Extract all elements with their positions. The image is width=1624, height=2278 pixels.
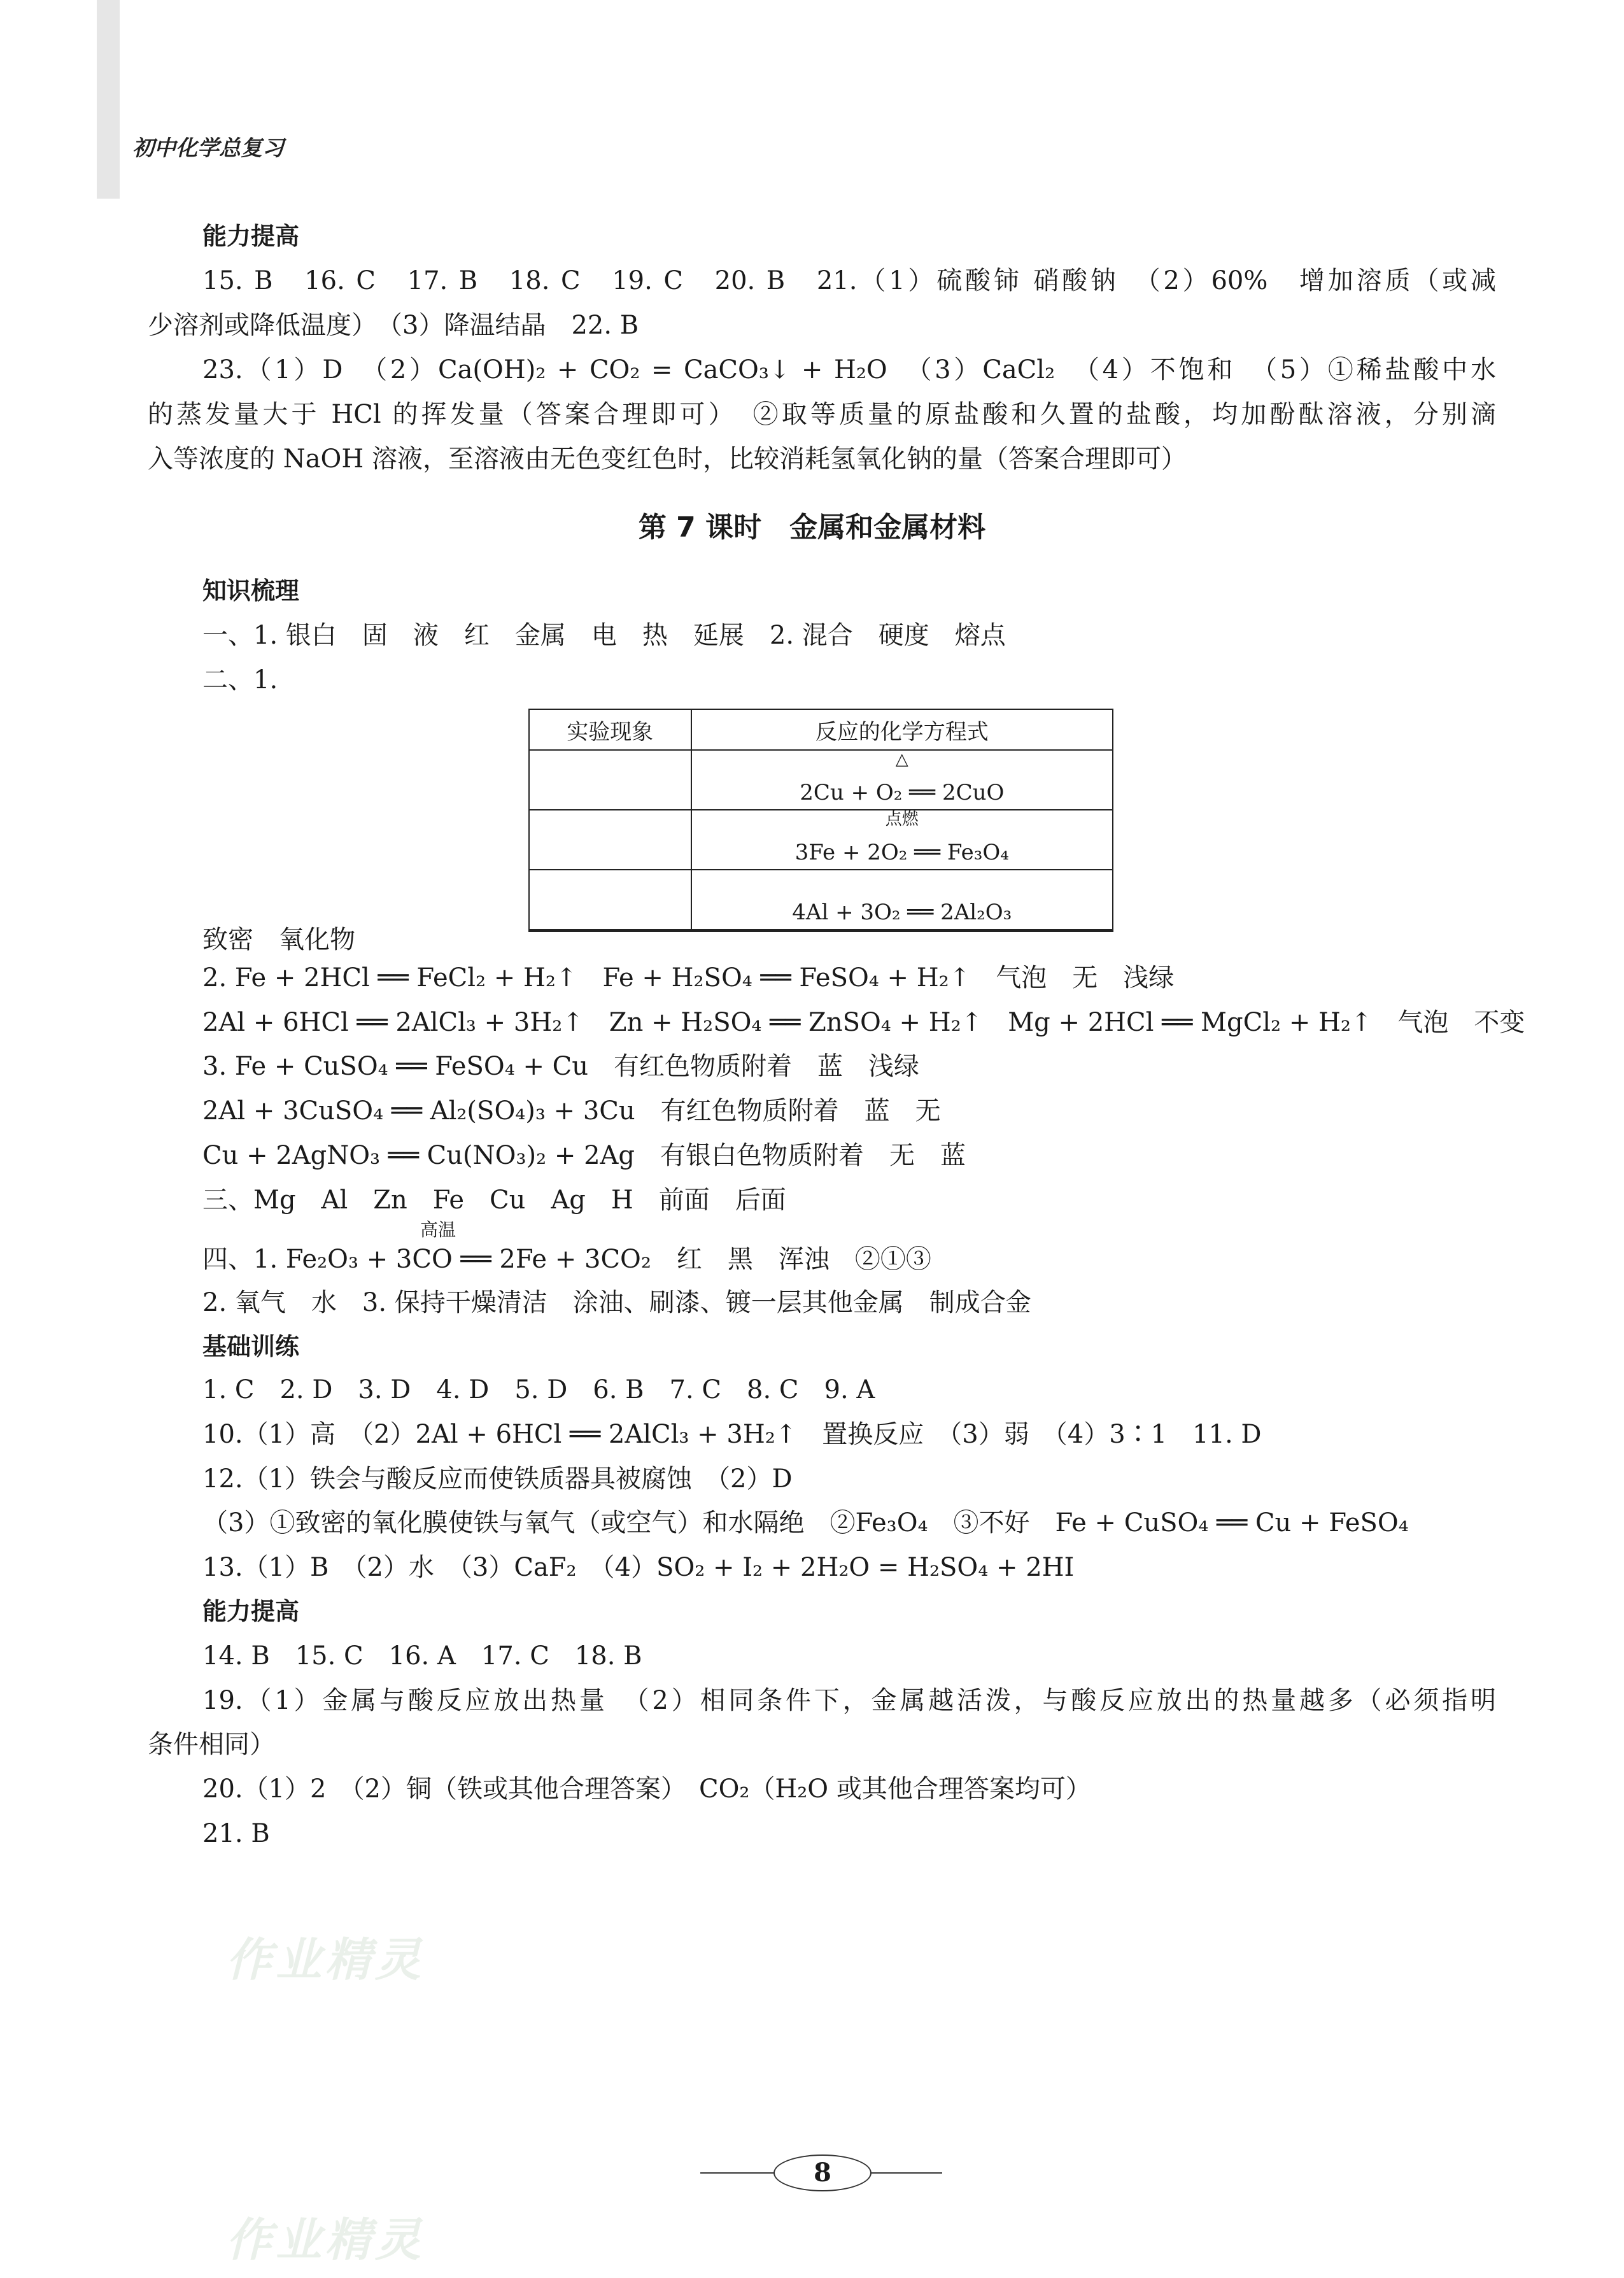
watermark: 作业精灵 [226, 1933, 425, 1986]
equation-cell [691, 750, 1113, 810]
table-row [529, 870, 1113, 931]
answer-line: 四、1. Fe₂O₃ + 3CO ══ 2Fe + 3CO₂ 红 黑 浑浊 ②①③ [202, 1245, 931, 1274]
answer-line: 2. 氧气 水 3. 保持干燥清洁 涂油、刷漆、镀一层其他金属 制成合金 [202, 1288, 1031, 1317]
answer-line: Cu + 2AgNO₃ ══ Cu(NO₃)₂ + 2Ag 有银白色物质附着 无 蓝 [202, 1141, 966, 1170]
watermark: 作业精灵 [226, 2213, 425, 2267]
phenomenon-cell [529, 810, 691, 870]
reaction-condition: △ [895, 750, 908, 769]
answer-line: 一、1. 银白 固 液 红 金属 电 热 延展 2. 混合 硬度 熔点 [202, 621, 1006, 650]
answer-line: 二、1. [202, 665, 278, 695]
answer-line: 入等浓度的 NaOH 溶液，至溶液由无色变红色时，比较消耗氢氧化钠的量（答案合理即可） [148, 444, 1187, 474]
lesson-title: 第 7 课时 金属和金属材料 [638, 511, 986, 544]
reaction-table [528, 709, 1113, 932]
answer-line: 1. C 2. D 3. D 4. D 5. D 6. B 7. C 8. C 9. A [202, 1375, 875, 1404]
answer-line: 2. Fe + 2HCl ══ FeCl₂ + H₂↑ Fe + H₂SO₄ ══ FeSO₄ + H₂↑ 气泡 无 浅绿 [202, 963, 1175, 993]
margin-bar [97, 0, 120, 199]
answer-line: 19.（1）金属与酸反应放出热量 （2）相同条件下，金属越活泼，与酸反应放出的热量越多（必须指明 [202, 1686, 1496, 1715]
phenomenon-cell [529, 750, 691, 810]
page-number-label: 8 [773, 2154, 872, 2191]
equation: 3Fe + 2O₂ ══ Fe₃O₄ [794, 840, 1009, 865]
answer-line: 3. Fe + CuSO₄ ══ FeSO₄ + Cu 有红色物质附着 蓝 浅绿 [202, 1052, 920, 1081]
reaction-condition: 点燃 [885, 810, 919, 829]
answer-line: 21. B [202, 1819, 270, 1848]
answer-line: 10.（1）高 （2）2Al + 6HCl ══ 2AlCl₃ + 3H₂↑ 置换反应 （3）弱 （4）3∶1 11. D [202, 1420, 1262, 1449]
section-heading: 能力提高 [202, 222, 300, 250]
answer-line: 三、Mg Al Zn Fe Cu Ag H 前面 后面 [202, 1185, 786, 1215]
phenomenon-cell [529, 870, 691, 931]
section-heading: 基础训练 [202, 1333, 300, 1361]
answer-line: 少溶剂或降低温度） （3）降温结晶 22. B [148, 311, 639, 340]
section-heading: 知识梳理 [202, 577, 300, 605]
table-row [529, 810, 1113, 870]
equation-cell [691, 810, 1113, 870]
table-header: 反应的化学方程式 [691, 709, 1113, 750]
answer-line: 2Al + 6HCl ══ 2AlCl₃ + 3H₂↑ Zn + H₂SO₄ ══ ZnSO₄ + H₂↑ Mg + 2HCl ══ MgCl₂ + H₂↑ 气泡 不变 [202, 1008, 1525, 1037]
answer-line: 条件相同） [148, 1730, 275, 1759]
answer-line: 2Al + 3CuSO₄ ══ Al₂(SO₄)₃ + 3Cu 有红色物质附着 蓝 无 [202, 1096, 941, 1126]
answer-line: 23.（1）D （2）Ca(OH)₂ + CO₂ = CaCO₃↓ + H₂O （3）CaCl₂ （4）不饱和 （5）①稀盐酸中水 [202, 355, 1496, 385]
answer-line: （3）①致密的氧化膜使铁与氧气（或空气）和水隔绝 ②Fe₃O₄ ③不好 Fe + CuSO₄ ══ Cu + FeSO₄ [202, 1508, 1409, 1538]
table-row [529, 750, 1113, 810]
equation: 4Al + 3O₂ ══ 2Al₂O₃ [792, 900, 1012, 925]
answer-line: 致密 氧化物 [202, 925, 355, 954]
page-number [700, 2153, 942, 2191]
equation: 2Cu + O₂ ══ 2CuO [800, 780, 1005, 805]
table-header: 实验现象 [529, 709, 691, 750]
equation-cell [691, 870, 1113, 931]
book-title: 初中化学总复习 [132, 136, 284, 161]
answer-line: 20.（1）2 （2）铜（铁或其他合理答案） CO₂（H₂O 或其他合理答案均可） [202, 1774, 1091, 1804]
reaction-condition: 高温 [420, 1219, 456, 1240]
answer-line: 15. B 16. C 17. B 18. C 19. C 20. B 21.（1）硫酸铈 硝酸钠 （2）60% 增加溶质（或减 [202, 266, 1496, 295]
answer-line: 的蒸发量大于 HCl 的挥发量（答案合理即可） ②取等质量的原盐酸和久置的盐酸，均加酚酞溶液，分别滴 [148, 400, 1496, 429]
section-heading: 能力提高 [202, 1597, 300, 1625]
answer-line: 12.（1）铁会与酸反应而使铁质器具被腐蚀 （2）D [202, 1464, 793, 1494]
answer-line: 14. B 15. C 16. A 17. C 18. B [202, 1641, 642, 1671]
answer-line: 13.（1）B （2）水 （3）CaF₂ （4）SO₂ + I₂ + 2H₂O = H₂SO₄ + 2HI [202, 1553, 1075, 1582]
